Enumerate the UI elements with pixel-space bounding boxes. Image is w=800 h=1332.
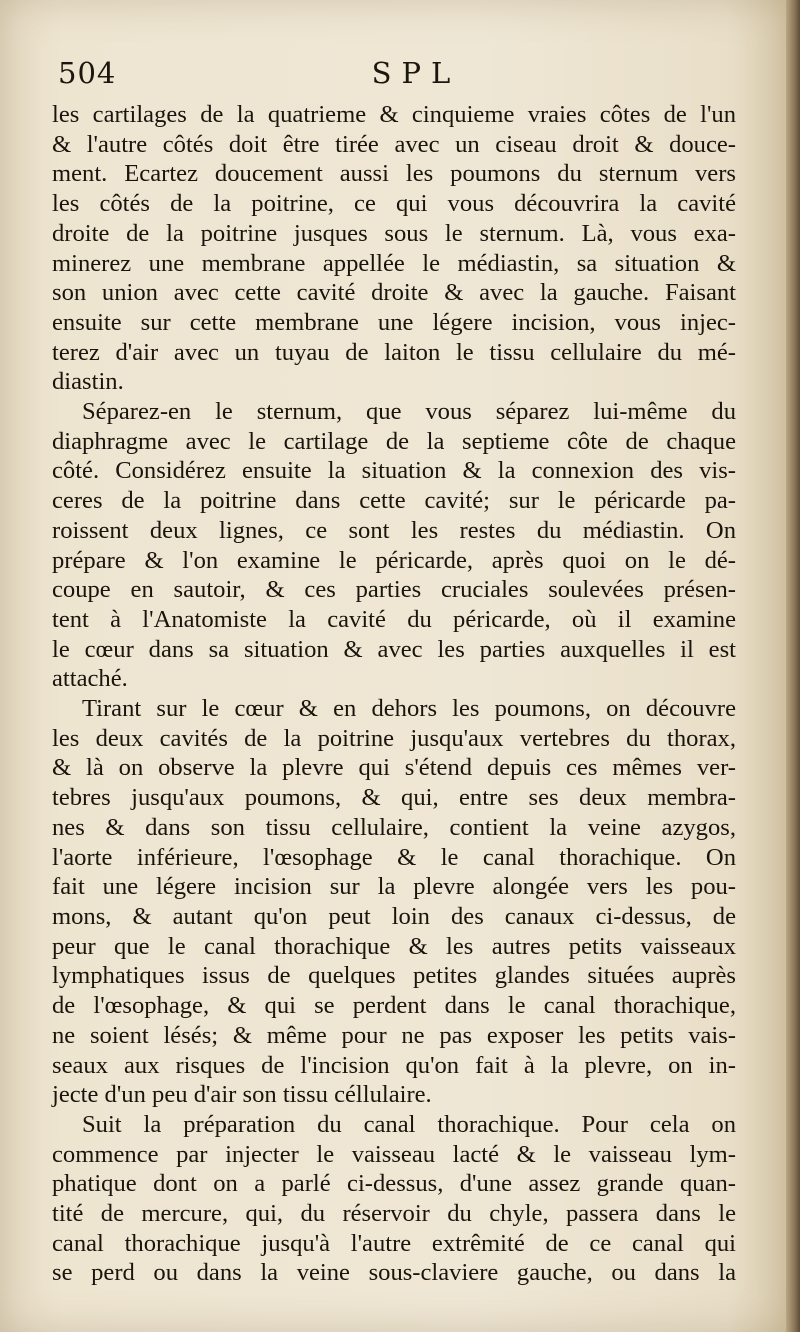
text-line: nes & dans son tissu cellulaire, contient la veine azygos,	[52, 813, 736, 841]
text-line: attaché.	[52, 665, 128, 693]
page-edge	[786, 0, 800, 1332]
text-line: seaux aux risques de l'incision qu'on fait à la plevre, on in-	[52, 1051, 736, 1079]
body-text	[52, 100, 736, 1288]
text-line: Tirant sur le cœur & en dehors les poumons, on découvre	[82, 695, 736, 723]
text-line: & là on observe la plevre qui s'étend depuis ces mêmes ver-	[52, 754, 736, 782]
text-line: côté. Considérez ensuite la situation & la connexion des vis-	[52, 457, 736, 485]
text-line: diastin.	[52, 368, 124, 396]
text-line: prépare & l'on examine le péricarde, après quoi on le dé-	[52, 546, 736, 574]
text-line: terez d'air avec un tuyau de laiton le tissu cellulaire du mé-	[52, 338, 736, 366]
text-line: Séparez-en le sternum, que vous séparez lui-même du	[82, 398, 736, 426]
text-line: tent à l'Anatomiste la cavité du péricarde, où il examine	[52, 605, 736, 633]
text-line: ment. Ecartez doucement aussi les poumons du sternum vers	[52, 160, 736, 188]
text-line: minerez une membrane appellée le médiastin, sa situation &	[52, 249, 736, 277]
text-line: commence par injecter le vaisseau lacté & le vaisseau lym-	[52, 1140, 736, 1168]
text-line: peur que le canal thorachique & les autres petits vaisseaux	[52, 932, 736, 960]
text-line: les deux cavités de la poitrine jusqu'aux vertebres du thorax,	[52, 724, 736, 752]
text-line: coupe en sautoir, & ces parties cruciales soulevées présen-	[52, 576, 736, 604]
text-line: & l'autre côtés doit être tirée avec un ciseau droit & douce-	[52, 130, 736, 158]
running-head: SPL	[371, 56, 461, 90]
text-line: Suit la préparation du canal thorachique. Pour cela on	[82, 1110, 736, 1138]
text-line: mons, & autant qu'on peut loin des canaux ci-dessus, de	[52, 902, 736, 930]
text-line: droite de la poitrine jusques sous le sternum. Là, vous exa-	[52, 219, 736, 247]
text-line: jecte d'un peu d'air son tissu céllulaire.	[52, 1081, 432, 1109]
text-line: roissent deux lignes, ce sont les restes du médiastin. On	[52, 516, 736, 544]
text-line: les cartilages de la quatrieme & cinquieme vraies côtes de l'un	[52, 101, 736, 128]
text-line: tebres jusqu'aux poumons, & qui, entre ses deux membra-	[52, 784, 736, 812]
text-line: fait une légere incision sur la plevre alongée vers les pou-	[52, 873, 736, 901]
text-line: lymphatiques issus de quelques petites glandes situées auprès	[52, 962, 736, 990]
text-line: les côtés de la poitrine, ce qui vous découvrira la cavité	[52, 190, 736, 218]
text-line: ne soient lésés; & même pour ne pas exposer les petits vais-	[52, 1021, 736, 1049]
text-line: de l'œsophage, & qui se perdent dans le canal thorachique,	[52, 992, 736, 1020]
page-header	[58, 56, 734, 96]
text-line: ensuite sur cette membrane une légere incision, vous injec-	[52, 308, 736, 336]
text-line: ceres de la poitrine dans cette cavité; sur le péricarde pa-	[52, 487, 736, 515]
text-line: l'aorte inférieure, l'œsophage & le canal thorachique. On	[52, 843, 736, 871]
text-line: le cœur dans sa situation & avec les parties auxquelles il est	[52, 635, 736, 663]
text-line: son union avec cette cavité droite & avec la gauche. Faisant	[52, 279, 736, 307]
text-line: phatique dont on a parlé ci-dessus, d'une assez grande quan-	[52, 1170, 736, 1198]
page-number: 504	[58, 56, 117, 90]
text-line: diaphragme avec le cartilage de la septieme côte de chaque	[52, 427, 736, 455]
text-line: se perd ou dans la veine sous-claviere gauche, ou dans la	[52, 1259, 736, 1287]
text-line: tité de mercure, qui, du réservoir du chyle, passera dans le	[52, 1200, 736, 1228]
text-line: canal thorachique jusqu'à l'autre extrêmité de ce canal qui	[52, 1229, 736, 1257]
